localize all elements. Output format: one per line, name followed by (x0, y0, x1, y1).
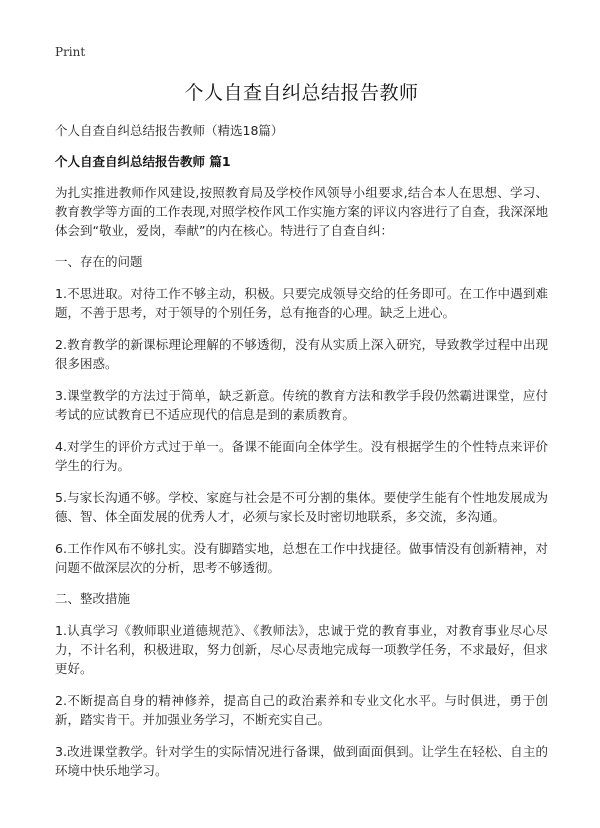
problem-item: 2.教育教学的新课标理论理解的不够透彻，没有从实质上深入研究，导致教学过程中出现很多困惑。 (55, 337, 548, 371)
section-heading-problems: 一、存在的问题 (55, 254, 143, 269)
measure-item: 3.改进课堂教学。针对学生的实际情况进行备课，做到面面俱到。让学生在轻松、自主的环境中快乐地学习。 (55, 744, 548, 778)
document-title: 个人自查自纠总结报告教师 (184, 82, 419, 104)
print-label: Print (55, 45, 86, 59)
problem-item: 4.对学生的评价方式过于单一。备课不能面向全体学生。没有根据学生的个性特点来评价学生的行为。 (55, 439, 548, 473)
measure-item: 2.不断提高自身的精神修养，提高自己的政治素养和专业文化水平。与时俱进，勇于创新，踏实肯干。并加强业务学习，不断充实自己。 (55, 693, 548, 727)
intro-paragraph: 为扎实推进教师作风建设,按照教育局及学校作风领导小组要求,结合本人在思想、学习、教育教学等方面的工作表现,对照学校作风工作实施方案的评议内容进行了自查，我深深地体会到“敬业，爱岗，奉献”的内在核心。特进行了自查自纠： (55, 185, 548, 238)
problem-item: 3.课堂教学的方法过于简单，缺乏新意。传统的教育方法和教学手段仍然霸进课堂，应付考试的应试教育已不适应现代的信息是到的素质教育。 (55, 388, 548, 422)
document-subtitle: 个人自查自纠总结报告教师（精选18篇） (55, 123, 284, 138)
article-heading: 个人自查自纠总结报告教师 篇1 (55, 154, 231, 169)
problem-item: 6.工作作风布不够扎实。没有脚踏实地，总想在工作中找捷径。做事情没有创新精神，对问题不做深层次的分析，思考不够透彻。 (55, 541, 548, 575)
problem-item: 1.不思进取。对待工作不够主动，积极。只要完成领导交给的任务即可。在工作中遇到难题，不善于思考，对于领导的个别任务，总有拖沓的心理。缺乏上进心。 (55, 286, 548, 320)
problem-item: 5.与家长沟通不够。学校、家庭与社会是不可分割的集体。要使学生能有个性地发展成为德、智、体全面发展的优秀人才，必须与家长及时密切地联系，多交流，多沟通。 (55, 490, 548, 524)
section-heading-measures: 二、整改措施 (55, 591, 131, 606)
measure-item: 1.认真学习《教师职业道德规范》、《教师法》，忠诚于党的教育事业，对教育事业尽心尽力，不计名利，积极进取，努力创新，尽心尽责地完成每一项教学任务，不求最好，但求更好。 (55, 623, 548, 676)
